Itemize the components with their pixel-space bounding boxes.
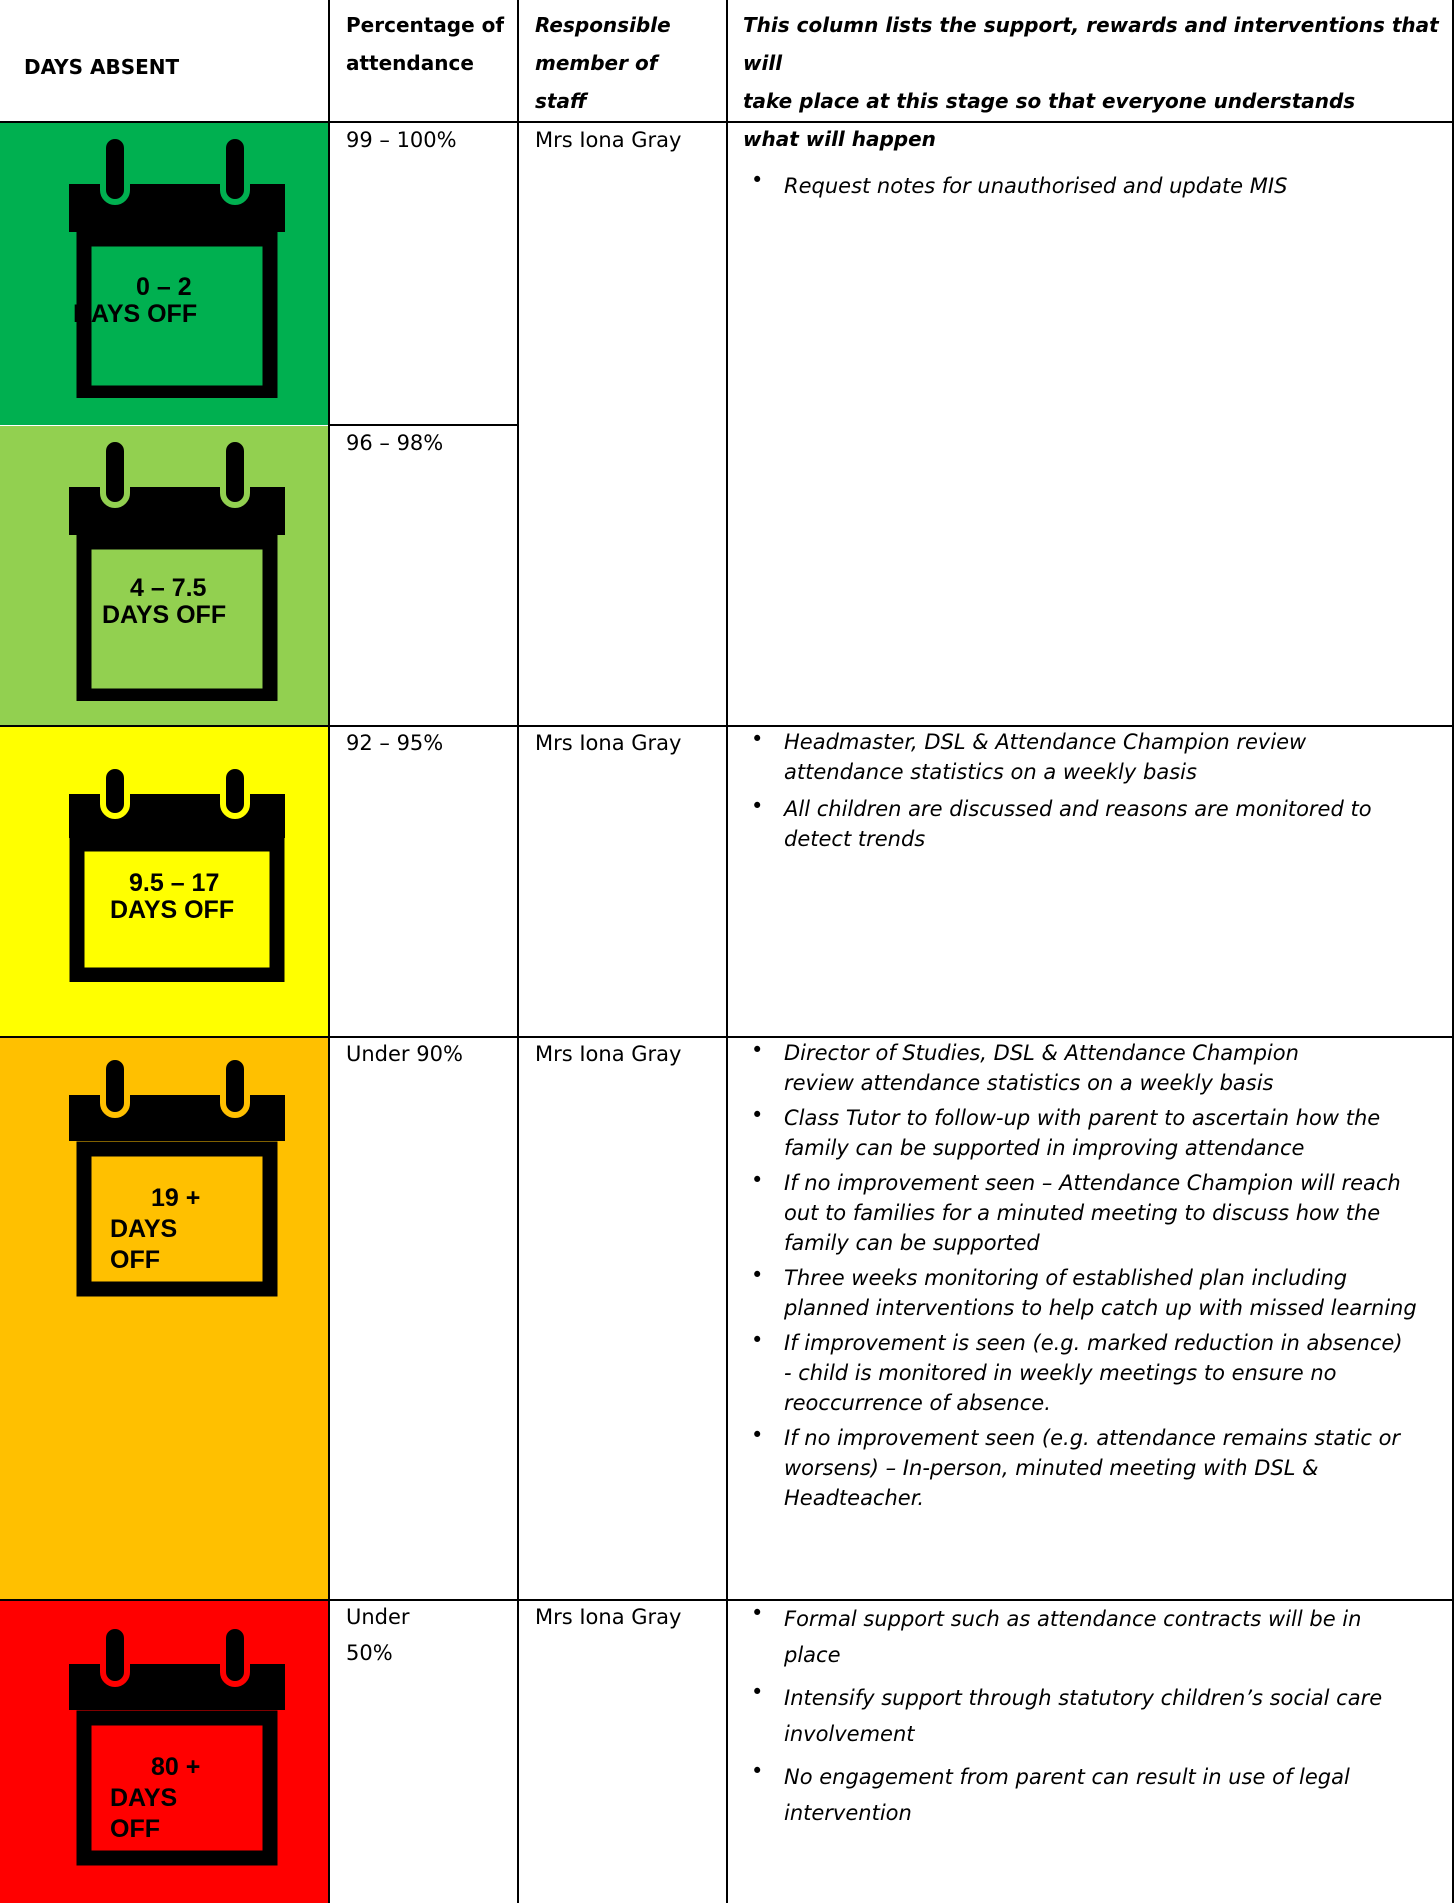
action-item-line: place (784, 1643, 841, 1667)
calendar-label (110, 1752, 200, 1845)
action-item-line: worsens) – In-person, minuted meeting with DSL & (784, 1456, 1319, 1480)
calendar-label-line: OFF (110, 1246, 160, 1274)
header-percentage (346, 6, 504, 82)
action-item-line: • Three weeks monitoring of established plan including (784, 1266, 1348, 1290)
header-desc-line: This column lists the support, rewards and interventions that will (743, 13, 1439, 75)
action-item-line: intervention (784, 1801, 912, 1825)
action-item (743, 1601, 1443, 1673)
action-item-line: • Director of Studies, DSL & Attendance Champion (784, 1041, 1299, 1065)
percentage-value: 96 – 98% (346, 431, 444, 455)
table-rule (517, 0, 519, 1903)
calendar-icon-svg (69, 439, 285, 701)
header-desc-line: take place at this stage so that everyone understands (743, 89, 1356, 113)
calendar-label-line: DAYS (110, 1784, 178, 1812)
action-item (743, 794, 1443, 854)
calendar-label (73, 272, 198, 330)
calendar-label-line: DAYS OFF (102, 601, 227, 629)
calendar-icon (69, 1057, 285, 1297)
header-days-absent: DAYS ABSENT (24, 55, 180, 79)
header-description (743, 6, 1454, 158)
action-item-line: • If no improvement seen – Attendance Champion will reach (784, 1171, 1401, 1195)
header-percentage-line: attendance (346, 51, 474, 75)
responsible-staff: Mrs Iona Gray (535, 731, 682, 755)
action-item (743, 1038, 1443, 1098)
action-item-line: • Intensify support through statutory children’s social care (784, 1686, 1383, 1710)
calendar-label (110, 1183, 200, 1276)
calendar-label-line: DAYS OFF (73, 300, 198, 328)
action-item-line: out to families for a minuted meeting to discuss how the (784, 1201, 1381, 1225)
action-item-line: reoccurrence of absence. (784, 1391, 1051, 1415)
calendar-label-line: 19 + (151, 1184, 201, 1212)
action-item-line: • Headmaster, DSL & Attendance Champion review (784, 730, 1307, 754)
percentage-value (346, 1599, 410, 1671)
responsible-staff: Mrs Iona Gray (535, 128, 682, 152)
header-staff-line: Responsible (535, 13, 671, 37)
action-item (743, 1328, 1443, 1418)
action-item (743, 1423, 1443, 1513)
calendar-icon (69, 766, 285, 982)
table-rule (726, 0, 728, 1903)
action-item-line: • If improvement is seen (e.g. marked reduction in absence) (784, 1331, 1403, 1355)
calendar-icon (69, 1626, 285, 1866)
action-item (743, 1263, 1443, 1323)
action-item (743, 168, 1443, 204)
action-item-line: Headteacher. (784, 1486, 925, 1510)
actions-list-green (743, 168, 1443, 204)
actions-list-red (743, 1601, 1443, 1838)
percentage-line: 50% (346, 1641, 393, 1665)
action-item-line: • Formal support such as attendance contracts will be in (784, 1607, 1362, 1631)
action-item-line: • No engagement from parent can result in use of legal (784, 1765, 1350, 1789)
actions-list-amber (743, 1038, 1443, 1518)
calendar-icon (69, 136, 285, 398)
calendar-icon-svg (69, 136, 285, 398)
action-item-line: • Class Tutor to follow-up with parent to ascertain how the (784, 1106, 1381, 1130)
action-item-line: • Request notes for unauthorised and update MIS (784, 174, 1288, 198)
action-item-line: detect trends (784, 827, 926, 851)
percentage-line: Under (346, 1605, 410, 1629)
action-item-line: family can be supported (784, 1231, 1040, 1255)
percentage-value: 92 – 95% (346, 731, 444, 755)
table-rule (328, 424, 518, 426)
action-item-line: • If no improvement seen (e.g. attendance remains static or (784, 1426, 1401, 1450)
action-item-line: involvement (784, 1722, 915, 1746)
action-item-line: family can be supported in improving attendance (784, 1136, 1305, 1160)
calendar-label-line: 0 – 2 (136, 273, 192, 301)
calendar-label-line: 80 + (151, 1753, 201, 1781)
action-item-line: attendance statistics on a weekly basis (784, 760, 1197, 784)
action-item (743, 1680, 1443, 1752)
action-item-line: - child is monitored in weekly meetings to ensure no (784, 1361, 1337, 1385)
header-staff-line: member of (535, 51, 658, 75)
action-item (743, 1168, 1443, 1258)
action-item (743, 727, 1443, 787)
action-item-line: • All children are discussed and reasons are monitored to (784, 797, 1372, 821)
calendar-icon (69, 439, 285, 701)
table-rule (328, 0, 330, 1903)
percentage-value: Under 90% (346, 1042, 463, 1066)
actions-list-yellow (743, 727, 1443, 861)
calendar-label-line: 4 – 7.5 (130, 574, 207, 602)
responsible-staff: Mrs Iona Gray (535, 1605, 682, 1629)
action-item (743, 1103, 1443, 1163)
header-staff-line: staff (535, 89, 587, 113)
calendar-label (102, 573, 227, 631)
header-percentage-line: Percentage of (346, 13, 505, 37)
responsible-staff: Mrs Iona Gray (535, 1042, 682, 1066)
calendar-label (110, 868, 235, 926)
action-item-line: review attendance statistics on a weekly basis (784, 1071, 1274, 1095)
header-desc-line: what will happen (743, 127, 936, 151)
header-responsible-staff (535, 6, 671, 120)
calendar-label-line: DAYS (110, 1215, 178, 1243)
action-item-line: planned interventions to help catch up with missed learning (784, 1296, 1417, 1320)
percentage-value: 99 – 100% (346, 128, 457, 152)
action-item (743, 1759, 1443, 1831)
calendar-label-line: OFF (110, 1815, 160, 1843)
calendar-label-line: DAYS OFF (110, 896, 235, 924)
calendar-label-line: 9.5 – 17 (129, 869, 220, 897)
